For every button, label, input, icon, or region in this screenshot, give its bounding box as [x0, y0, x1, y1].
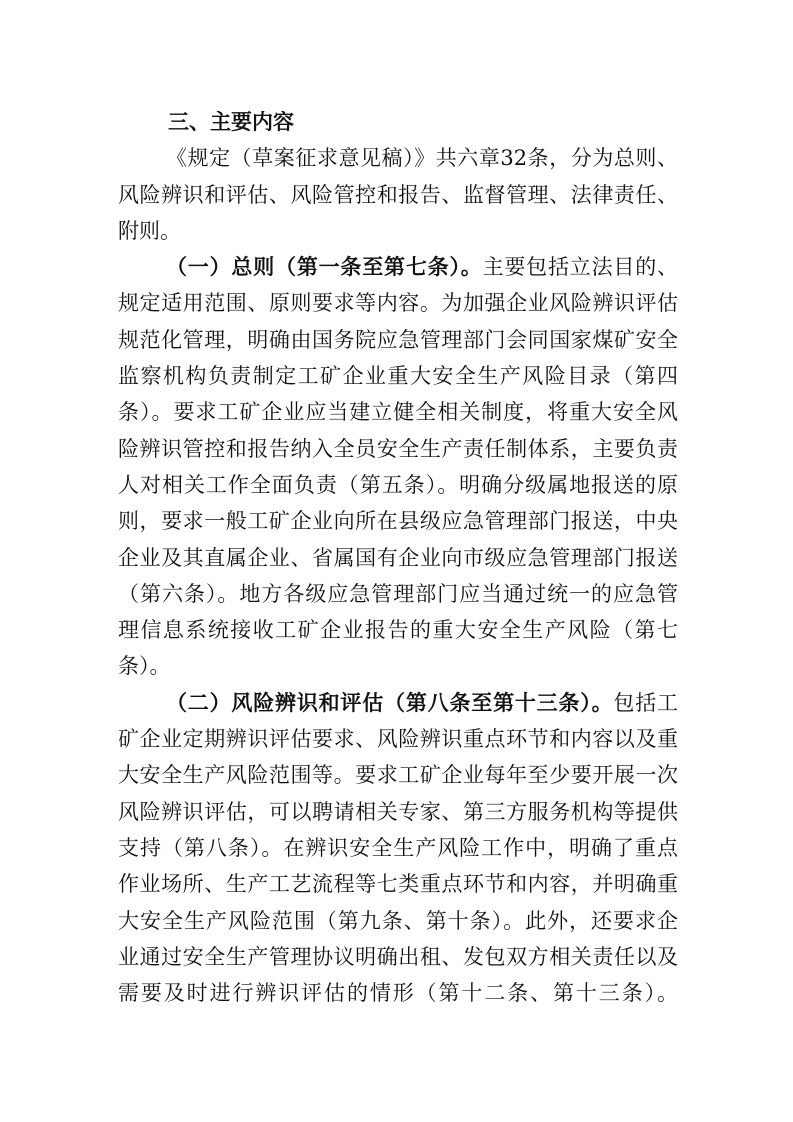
document-body: [118, 140, 678, 1011]
line-text: 《规定（草案征求意见稿）》共六章32条，分为总则、: [166, 146, 678, 171]
line-text: 条）。: [118, 654, 171, 679]
text-line: [118, 503, 678, 539]
text-line: [118, 721, 678, 757]
text-line: [118, 866, 678, 902]
document-page: [118, 104, 678, 1011]
paragraph: [118, 249, 678, 685]
text-line: [118, 830, 678, 866]
line-text: 风险辨识评估，可以聘请相关专家、第三方服务机构等提供: [118, 799, 678, 824]
text-line: [118, 431, 678, 467]
line-text: 理信息系统接收工矿企业报告的重大安全生产风险（第七: [118, 618, 678, 643]
line-text: 大安全生产风险范围（第九条、第十条）。此外，还要求企: [118, 908, 678, 933]
text-line: [118, 648, 678, 684]
section-heading: 三、主要内容: [168, 109, 294, 134]
line-text: 规范化管理，明确由国务院应急管理部门会同国家煤矿安全: [118, 327, 678, 352]
text-line: [118, 757, 678, 793]
bold-subheading: （二）风险辨识和评估（第八条至第十三条）。: [166, 689, 614, 715]
line-text: 矿企业定期辨识评估要求、风险辨识重点环节和内容以及重: [118, 727, 678, 752]
text-line: [118, 177, 678, 213]
line-text: 大安全生产风险范围等。要求工矿企业每年至少要开展一次: [118, 763, 678, 788]
text-line: [118, 140, 678, 176]
text-line: [118, 903, 678, 939]
line-text: 业通过安全生产管理协议明确出租、发包双方相关责任以及: [118, 944, 678, 969]
line-text: 规定适用范围、原则要求等内容。为加强企业风险辨识评估: [118, 291, 678, 316]
text-line: [118, 285, 678, 321]
line-text: 条）。要求工矿企业应当建立健全相关制度，将重大安全风: [118, 400, 678, 425]
text-line: [118, 685, 678, 721]
line-text: 主要包括立法目的、: [482, 255, 679, 280]
paragraph: [118, 140, 678, 249]
text-line: [118, 467, 678, 503]
line-text: 人对相关工作全面负责（第五条）。明确分级属地报送的原: [118, 472, 678, 497]
line-text: 企业及其直属企业、省属国有企业向市级应急管理部门报送: [118, 545, 678, 570]
bold-subheading: （一）总则（第一条至第七条）。: [166, 254, 483, 280]
line-text: 风险辨识和评估、风险管控和报告、监督管理、法律责任、: [118, 182, 678, 207]
text-line: [118, 576, 678, 612]
text-line: [118, 939, 678, 975]
line-text: 需要及时进行辨识评估的情形（第十二条、第十三条）。: [118, 981, 678, 1006]
text-line: [118, 394, 678, 430]
text-line: [118, 249, 678, 285]
text-line: [118, 975, 678, 1011]
text-line: [118, 612, 678, 648]
text-line: [118, 322, 678, 358]
text-line: [118, 213, 678, 249]
line-text: 包括工: [613, 690, 678, 715]
text-line: [118, 540, 678, 576]
paragraph: [118, 685, 678, 1012]
line-text: 则，要求一般工矿企业向所在县级应急管理部门报送，中央: [118, 509, 678, 534]
line-text: 作业场所、生产工艺流程等七类重点环节和内容，并明确重: [118, 872, 678, 897]
text-line: [118, 358, 678, 394]
line-text: （第六条）。地方各级应急管理部门应当通过统一的应急管: [118, 581, 678, 606]
line-text: 支持（第八条）。在辨识安全生产风险工作中，明确了重点: [118, 835, 678, 860]
line-text: 监察机构负责制定工矿企业重大安全生产风险目录（第四: [118, 364, 678, 389]
line-text: 附则。: [118, 218, 181, 243]
line-text: 险辨识管控和报告纳入全员安全生产责任制体系，主要负责: [118, 436, 678, 461]
text-line: [118, 794, 678, 830]
